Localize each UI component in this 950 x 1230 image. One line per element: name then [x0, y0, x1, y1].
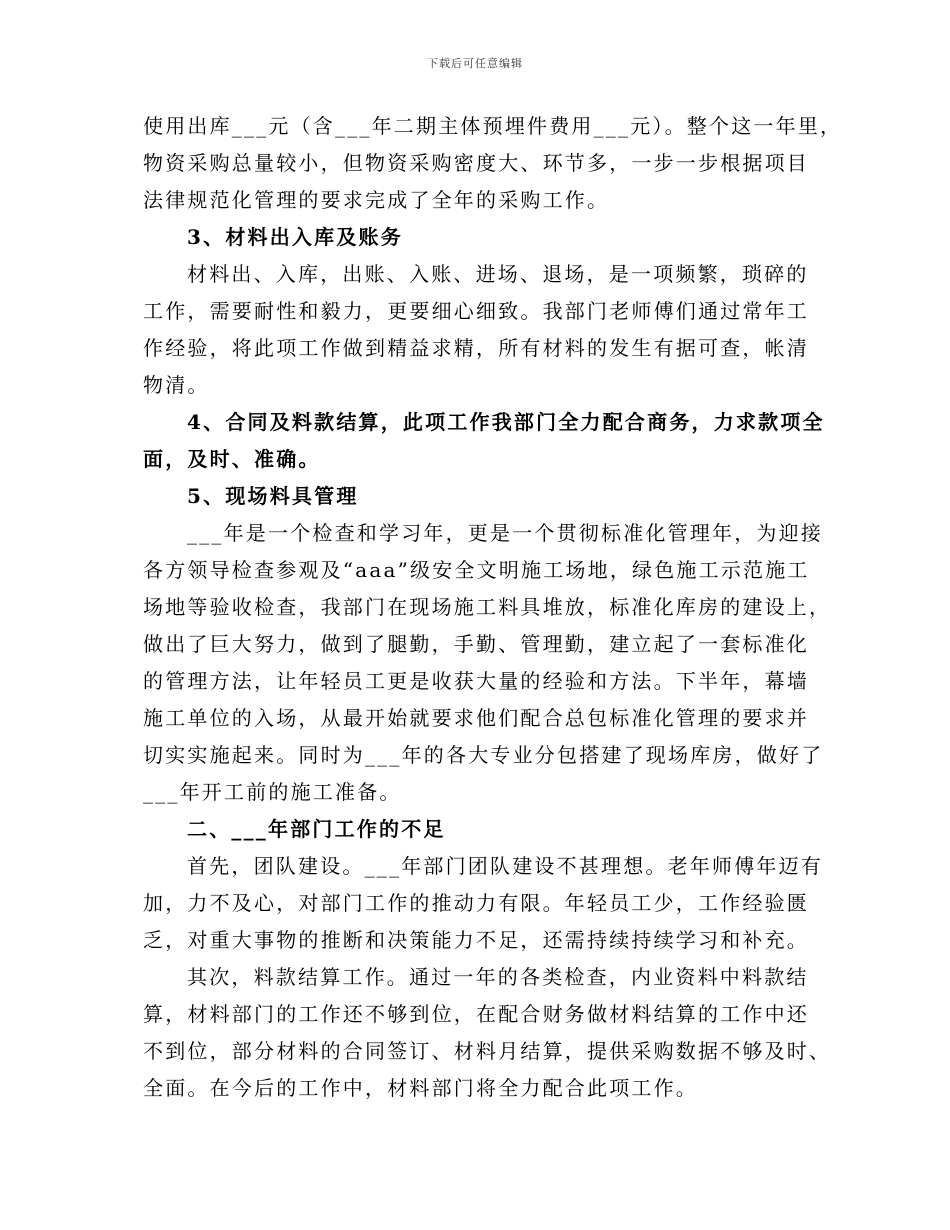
text-line: 各方领导检查参观及“aaa”级安全文明施工场地，绿色施工示范施工: [143, 558, 810, 582]
text-line: 切实实施起来。同时为___年的各大专业分包搭建了现场库房，做好了: [143, 743, 824, 767]
page-header: 下载后可任意编辑: [427, 57, 523, 70]
section-heading: 5、现场料具管理: [187, 484, 359, 508]
text-line: 作经验，将此项工作做到精益求精，所有材料的发生有据可查，帐清: [143, 336, 809, 360]
section-heading: 3、材料出入库及账务: [187, 225, 403, 249]
text-line: 使用出库___元（含___年二期主体预埋件费用___元）。整个这一年里，: [143, 114, 843, 138]
section-heading: 二、___年部门工作的不足: [187, 817, 446, 841]
text-line: ___年是一个检查和学习年，更是一个贯彻标准化管理年，为迎接: [187, 521, 823, 545]
text-line: 加，力不及心，对部门工作的推动力有限。年轻员工少，工作经验匮: [143, 891, 809, 915]
text-line: 的管理方法，让年轻员工更是收获大量的经验和方法。下半年，幕墙: [143, 669, 809, 693]
text-line: 法律规范化管理的要求完成了全年的采购工作。: [143, 188, 610, 212]
text-line: 乏，对重大事物的推断和决策能力不足，还需持续持续学习和补充。: [143, 928, 809, 952]
text-line: 材料出、入库，出账、入账、进场、退场，是一项频繁，琐碎的: [187, 262, 809, 286]
text-line: 算，材料部门的工作还不够到位，在配合财务做材料结算的工作中还: [143, 1002, 809, 1026]
text-line: 施工单位的入场，从最开始就要求他们配合总包标准化管理的要求并: [143, 706, 809, 730]
text-line: 不到位，部分材料的合同签订、材料月结算，提供采购数据不够及时、: [143, 1039, 832, 1063]
text-line: 场地等验收检查，我部门在现场施工料具堆放，标准化库房的建设上，: [143, 595, 832, 619]
section-heading: 4、合同及料款结算，此项工作我部门全力配合商务，力求款项全: [187, 410, 825, 434]
text-line: ___年开工前的施工准备。: [143, 780, 402, 804]
text-line: 物清。: [143, 373, 210, 397]
document-body: [143, 108, 843, 1107]
text-line: 其次，料款结算工作。通过一年的各类检查，内业资料中料款结: [187, 965, 809, 989]
text-line: 工作，需要耐性和毅力，更要细心细致。我部门老师傅们通过常年工: [143, 299, 809, 323]
text-line: 物资采购总量较小，但物资采购密度大、环节多，一步一步根据项目: [143, 151, 809, 175]
section-heading: 面，及时、准确。: [143, 447, 321, 471]
text-line: 首先，团队建设。___年部门团队建设不甚理想。老年师傅年迈有: [187, 854, 823, 878]
text-line: 全面。在今后的工作中，材料部门将全力配合此项工作。: [143, 1076, 698, 1100]
text-line: 做出了巨大努力，做到了腿勤，手勤、管理勤，建立起了一套标准化: [143, 632, 809, 656]
